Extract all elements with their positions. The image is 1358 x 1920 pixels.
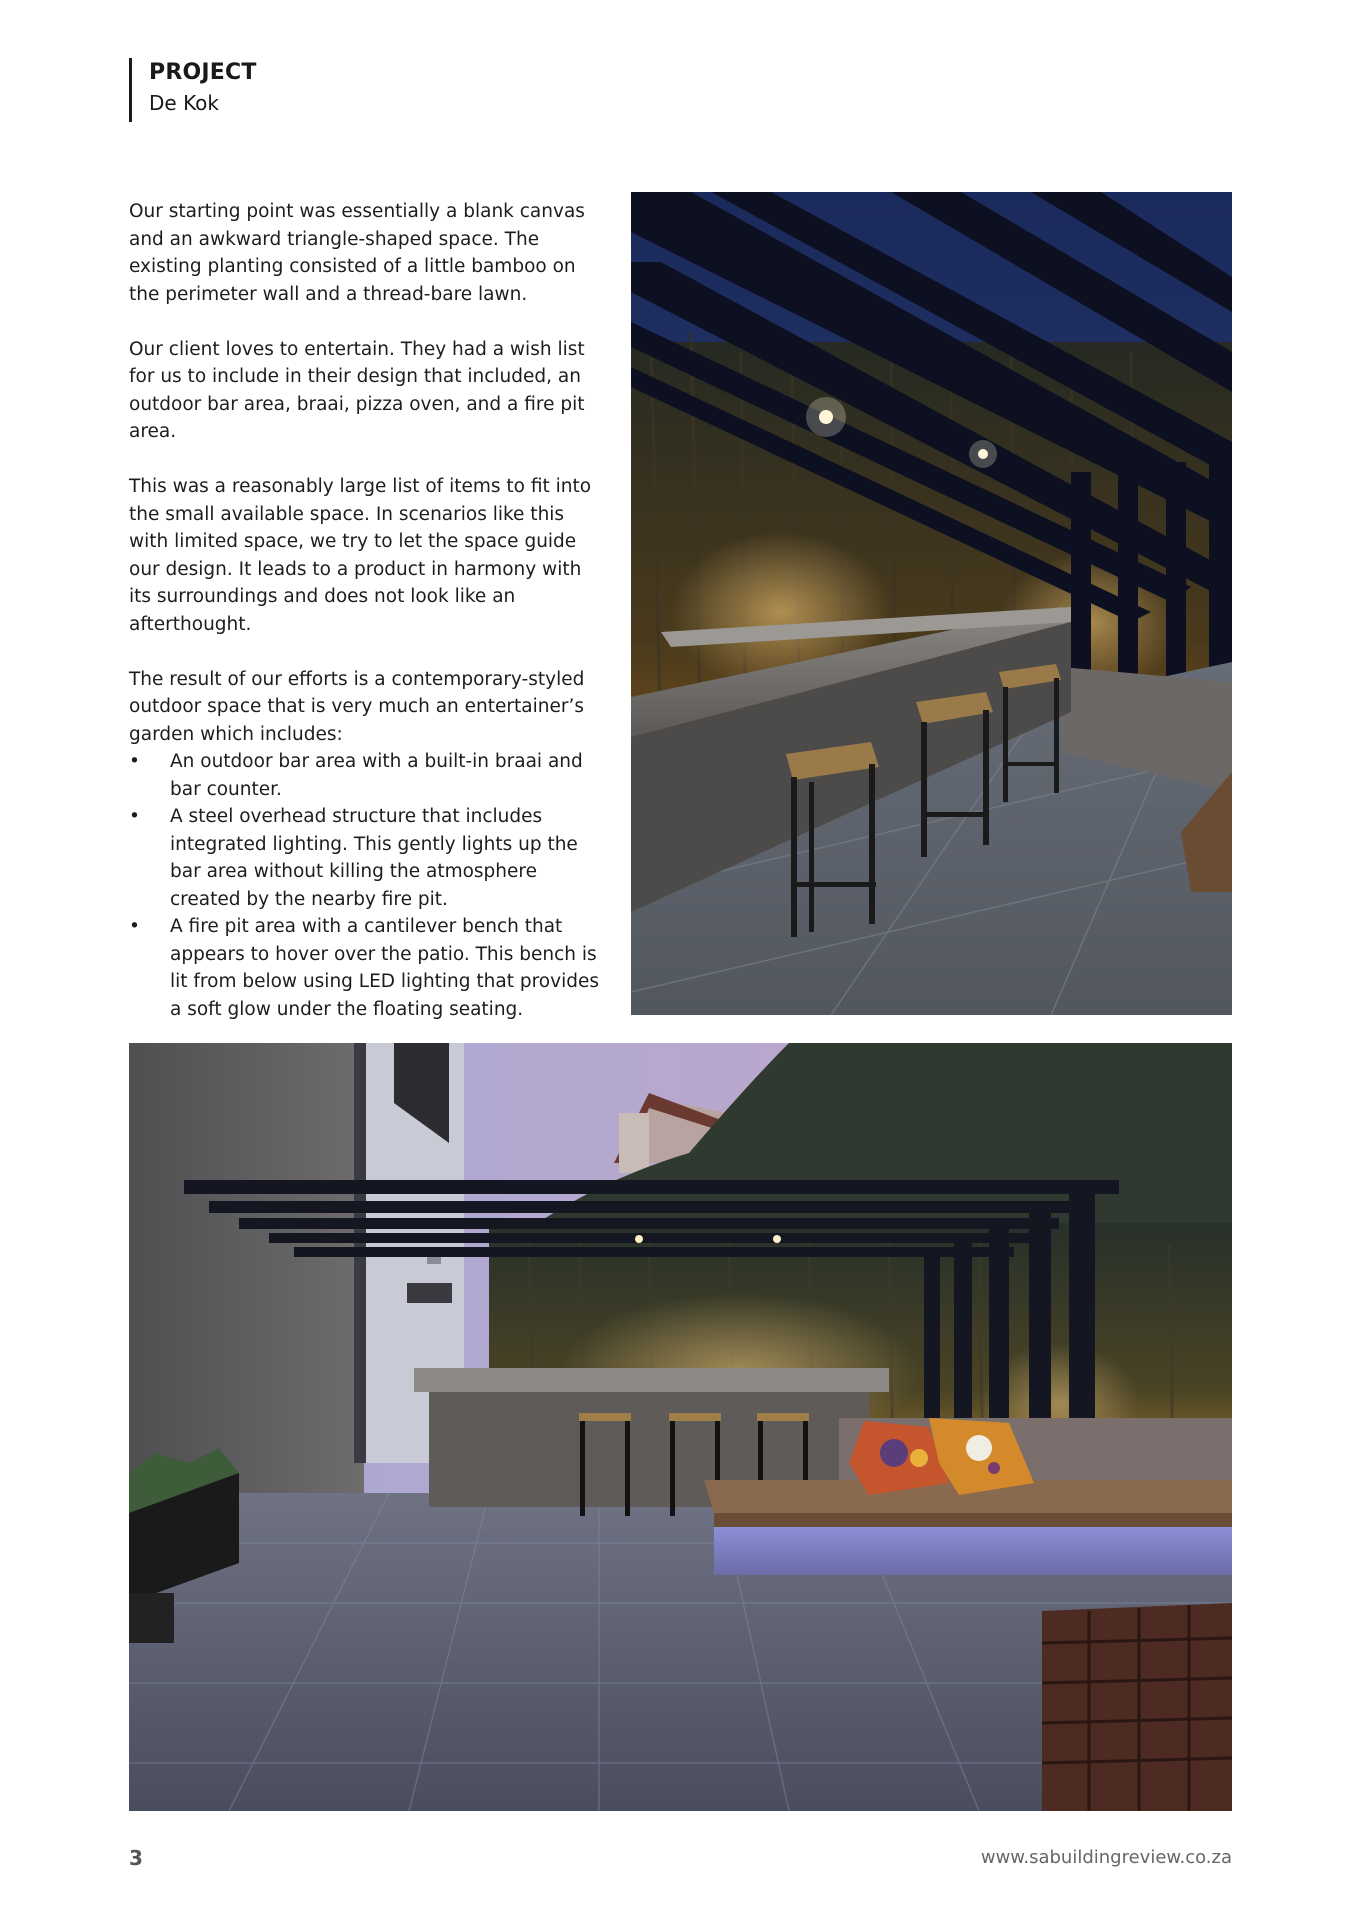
courtyard-illustration xyxy=(129,1043,1232,1811)
bullet-glyph: • xyxy=(129,751,140,772)
list-item-text: A fire pit area with a cantilever bench that appears to hover over the patio. This bench is lit from below using LED lighting that provides a soft glow under the floating seating. xyxy=(170,916,599,1020)
list-item-text: A steel overhead structure that includes integrated lighting. This gently lights up the bar area without killing the atmosphere created by the nearby fire pit. xyxy=(170,806,578,910)
project-name: De Kok xyxy=(149,91,219,115)
paragraph: This was a reasonably large list of items to fit into the small available space. In scenarios like this with limited space, we try to let the space guide our design. It leads to a product in harmony with its surroundings and does not look like an afterthought. xyxy=(129,476,592,635)
list-item xyxy=(129,913,609,1023)
article-body xyxy=(129,198,609,1023)
list-item-text: An outdoor bar area with a built-in braai and bar counter. xyxy=(170,751,583,800)
paragraph: Our client loves to entertain. They had a wish list for us to include in their design that included, an outdoor bar area, braai, pizza oven, and a fire pit area. xyxy=(129,338,585,442)
bar-area-photo xyxy=(631,192,1232,1015)
courtyard-photo xyxy=(129,1043,1232,1811)
page-number: 3 xyxy=(129,1846,143,1870)
list-item xyxy=(129,803,609,913)
paragraph: The result of our efforts is a contemporary-styled outdoor space that is very much an entertainer’s garden which includes: xyxy=(129,668,585,745)
list-item xyxy=(129,748,609,803)
section-kicker: PROJECT xyxy=(149,60,257,85)
bullet-glyph: • xyxy=(129,806,140,827)
cushions xyxy=(849,1418,1034,1495)
section-header xyxy=(129,58,257,122)
paragraph: Our starting point was essentially a blank canvas and an awkward triangle-shaped space. The existing planting consisted of a little bamboo on the perimeter wall and a thread-bare lawn. xyxy=(129,201,585,305)
feature-list xyxy=(129,748,609,1023)
website-url[interactable]: www.sabuildingreview.co.za xyxy=(980,1847,1232,1868)
bar-area-illustration xyxy=(631,192,1232,1015)
bullet-glyph: • xyxy=(129,916,140,937)
